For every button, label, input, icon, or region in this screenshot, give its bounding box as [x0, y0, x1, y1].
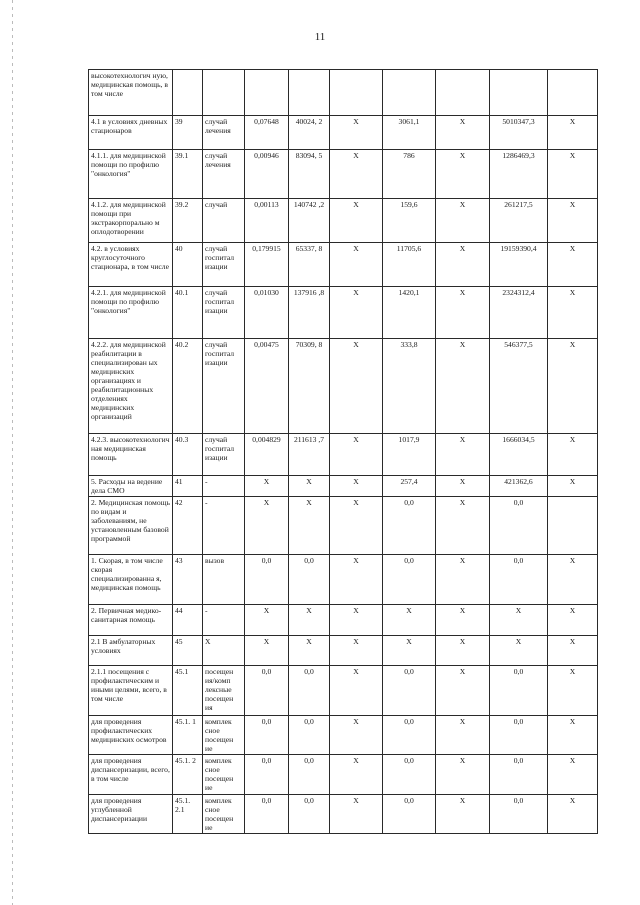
- table-cell: X: [245, 476, 289, 497]
- table-cell: X: [436, 287, 490, 339]
- table-cell: X: [330, 199, 383, 243]
- table-cell: 0,0: [490, 716, 548, 755]
- table-cell: X: [330, 666, 383, 716]
- table-cell: 45: [173, 636, 203, 666]
- table-cell: X: [548, 476, 598, 497]
- table-cell: 3061,1: [383, 116, 436, 150]
- table-cell: 0,00113: [245, 199, 289, 243]
- table-cell: X: [289, 476, 330, 497]
- table-cell: 45.1. 2: [173, 755, 203, 795]
- table-cell: X: [330, 434, 383, 476]
- table-cell: X: [548, 795, 598, 834]
- table-cell: [383, 70, 436, 116]
- table-row: [89, 795, 598, 834]
- row-label-cell: 2.1 В амбулаторных условиях: [89, 636, 173, 666]
- table-cell: [289, 70, 330, 116]
- table-cell: 0,00946: [245, 150, 289, 199]
- table-cell: X: [548, 434, 598, 476]
- row-label-cell: для проведения профилактических медицинских осмотров: [89, 716, 173, 755]
- table-row: [89, 434, 598, 476]
- table-cell: 0,0: [490, 555, 548, 605]
- table-cell: 0,0: [289, 795, 330, 834]
- row-label-cell: 2.1.1 посещения с профилактическим и иными целями, всего, в том числе: [89, 666, 173, 716]
- table-cell: -: [203, 497, 245, 555]
- table-cell: 0,0: [289, 555, 330, 605]
- table-cell: 137916 ,8: [289, 287, 330, 339]
- table-cell: 257,4: [383, 476, 436, 497]
- table-cell: 42: [173, 497, 203, 555]
- table-cell: 40024, 2: [289, 116, 330, 150]
- row-label-cell: 4.1.2. для медицинской помощи при экстракорпорально м оплодотворении: [89, 199, 173, 243]
- table-cell: 43: [173, 555, 203, 605]
- table-cell: X: [330, 116, 383, 150]
- table-cell: посещен ия/комп лексные посещен ия: [203, 666, 245, 716]
- table-cell: X: [245, 497, 289, 555]
- table-cell: 0,0: [383, 497, 436, 555]
- row-label-cell: 1. Скорая, в том числе скорая специализированна я, медицинская помощь: [89, 555, 173, 605]
- table-cell: X: [330, 339, 383, 434]
- table-cell: X: [548, 243, 598, 287]
- table-cell: 0,004829: [245, 434, 289, 476]
- table-cell: 5010347,3: [490, 116, 548, 150]
- table-cell: 546377,5: [490, 339, 548, 434]
- table-cell: 261217,5: [490, 199, 548, 243]
- row-label-cell: для проведения углубленной диспансеризации: [89, 795, 173, 834]
- row-label-cell: 4.2. в условиях круглосуточного стационара, в том числе: [89, 243, 173, 287]
- table-row: [89, 287, 598, 339]
- table-cell: 70309, 8: [289, 339, 330, 434]
- table-row: [89, 476, 598, 497]
- page-number: 11: [314, 31, 326, 43]
- table-cell: X: [289, 636, 330, 666]
- table-cell: вызов: [203, 555, 245, 605]
- table-cell: 0,0: [245, 716, 289, 755]
- table-cell: X: [548, 116, 598, 150]
- table-cell: 159,6: [383, 199, 436, 243]
- scan-edge-line: [12, 0, 13, 905]
- table-cell: [245, 70, 289, 116]
- table-cell: 0,01030: [245, 287, 289, 339]
- table-cell: 0,0: [245, 795, 289, 834]
- table-row: [89, 636, 598, 666]
- table-cell: X: [330, 795, 383, 834]
- table-cell: 0,0: [490, 666, 548, 716]
- table-cell: X: [436, 755, 490, 795]
- table-cell: 11705,6: [383, 243, 436, 287]
- table-cell: 65337, 8: [289, 243, 330, 287]
- table-cell: 0,0: [289, 755, 330, 795]
- table-cell: X: [203, 636, 245, 666]
- table-cell: X: [436, 497, 490, 555]
- table-row: [89, 70, 598, 116]
- table-cell: 1017,9: [383, 434, 436, 476]
- table-cell: X: [548, 555, 598, 605]
- table-cell: [548, 70, 598, 116]
- table-cell: 0,0: [383, 666, 436, 716]
- table-cell: X: [436, 636, 490, 666]
- table-cell: 1286469,3: [490, 150, 548, 199]
- table-cell: 0,0: [490, 755, 548, 795]
- row-label-cell: 4.1 в условиях дневных стационаров: [89, 116, 173, 150]
- table-cell: случай лечения: [203, 116, 245, 150]
- table-cell: X: [548, 636, 598, 666]
- table-cell: X: [330, 150, 383, 199]
- row-label-cell: 4.2.3. высокотехнологич ная медицинская помощь: [89, 434, 173, 476]
- table-cell: X: [490, 605, 548, 636]
- table-cell: случай: [203, 199, 245, 243]
- table-row: [89, 605, 598, 636]
- table-row: [89, 755, 598, 795]
- table-cell: X: [436, 339, 490, 434]
- table-cell: 786: [383, 150, 436, 199]
- table-cell: X: [436, 605, 490, 636]
- table-cell: X: [436, 199, 490, 243]
- row-label-cell: 4.1.1. для медицинской помощи по профилю "онкология": [89, 150, 173, 199]
- table-cell: X: [330, 716, 383, 755]
- table-cell: 39: [173, 116, 203, 150]
- table-cell: X: [436, 116, 490, 150]
- table-cell: 0,0: [383, 555, 436, 605]
- row-label-cell: высокотехнологич ную, медицинская помощь, в том числе: [89, 70, 173, 116]
- table-cell: 0,0: [490, 497, 548, 555]
- table-cell: 0,0: [383, 755, 436, 795]
- table-cell: X: [548, 199, 598, 243]
- table-cell: -: [203, 476, 245, 497]
- table-cell: 421362,6: [490, 476, 548, 497]
- table-cell: X: [330, 243, 383, 287]
- row-label-cell: 4.2.1. для медицинской помощи по профилю "онкология": [89, 287, 173, 339]
- table-cell: 39.2: [173, 199, 203, 243]
- table-cell: 140742 ,2: [289, 199, 330, 243]
- table-cell: X: [490, 636, 548, 666]
- table-cell: [436, 70, 490, 116]
- row-label-cell: 2. Медицинская помощь по видам и заболеваниям, не установленным базовой программой: [89, 497, 173, 555]
- table-cell: X: [436, 243, 490, 287]
- table-cell: X: [330, 605, 383, 636]
- table-row: [89, 555, 598, 605]
- table-cell: случай госпитал изации: [203, 339, 245, 434]
- table-cell: 45.1: [173, 666, 203, 716]
- table-cell: 83094, 5: [289, 150, 330, 199]
- table-cell: X: [330, 497, 383, 555]
- row-label-cell: 4.2.2. для медицинской реабилитации в специализирован ых медицинских организациях и реабилитационных отделениях медицинских организаций: [89, 339, 173, 434]
- table-cell: комплек сное посещен ие: [203, 716, 245, 755]
- table-cell: 40.2: [173, 339, 203, 434]
- table-row: [89, 243, 598, 287]
- table-cell: 0,0: [289, 716, 330, 755]
- row-label-cell: 2. Первичная медико-санитарная помощь: [89, 605, 173, 636]
- table-cell: X: [245, 605, 289, 636]
- table-cell: [173, 70, 203, 116]
- table-cell: 45.1. 2.1: [173, 795, 203, 834]
- table-cell: 0,0: [490, 795, 548, 834]
- table-cell: 0,0: [383, 795, 436, 834]
- table-cell: 2324312,4: [490, 287, 548, 339]
- table-cell: 0,0: [245, 666, 289, 716]
- table-cell: X: [436, 555, 490, 605]
- table-cell: случай госпитал изации: [203, 287, 245, 339]
- table-cell: 45.1. 1: [173, 716, 203, 755]
- table-cell: 40.1: [173, 287, 203, 339]
- table-cell: комплек сное посещен ие: [203, 795, 245, 834]
- table-cell: 0,0: [245, 755, 289, 795]
- table-cell: X: [436, 795, 490, 834]
- table-cell: 1666034,5: [490, 434, 548, 476]
- table-cell: [490, 70, 548, 116]
- table-row: [89, 199, 598, 243]
- table-cell: -: [203, 605, 245, 636]
- table-cell: 0,07648: [245, 116, 289, 150]
- table-cell: X: [548, 339, 598, 434]
- table-cell: X: [436, 434, 490, 476]
- table-cell: 211613 ,7: [289, 434, 330, 476]
- table-cell: X: [548, 755, 598, 795]
- row-label-cell: для проведения диспансеризации, всего, в том числе: [89, 755, 173, 795]
- table-cell: 333,8: [383, 339, 436, 434]
- table-cell: X: [289, 497, 330, 555]
- table-row: [89, 339, 598, 434]
- table-row: [89, 497, 598, 555]
- table-cell: 0,0: [383, 716, 436, 755]
- table-cell: X: [436, 666, 490, 716]
- table-cell: X: [548, 716, 598, 755]
- table-cell: 39.1: [173, 150, 203, 199]
- table-cell: X: [330, 287, 383, 339]
- table-cell: [330, 70, 383, 116]
- table-cell: X: [383, 605, 436, 636]
- financing-table: [88, 69, 598, 834]
- table-cell: X: [289, 605, 330, 636]
- row-label-cell: 5. Расходы на ведение дела СМО: [89, 476, 173, 497]
- table-cell: X: [245, 636, 289, 666]
- table-row: [89, 116, 598, 150]
- table-cell: [548, 497, 598, 555]
- table-row: [89, 150, 598, 199]
- table-cell: X: [548, 287, 598, 339]
- table-cell: X: [330, 555, 383, 605]
- table-cell: комплек сное посещен ие: [203, 755, 245, 795]
- table-cell: 0,0: [245, 555, 289, 605]
- table-cell: случай лечения: [203, 150, 245, 199]
- table-cell: X: [330, 476, 383, 497]
- table-cell: X: [383, 636, 436, 666]
- table-cell: X: [436, 150, 490, 199]
- table-cell: X: [548, 605, 598, 636]
- table-cell: X: [436, 476, 490, 497]
- table-cell: X: [548, 150, 598, 199]
- table-cell: 44: [173, 605, 203, 636]
- table-cell: 19159390,4: [490, 243, 548, 287]
- table-cell: 0,00475: [245, 339, 289, 434]
- table-cell: X: [330, 636, 383, 666]
- table-cell: [203, 70, 245, 116]
- table-cell: 41: [173, 476, 203, 497]
- table-row: [89, 666, 598, 716]
- table-cell: 1420,1: [383, 287, 436, 339]
- table-cell: X: [436, 716, 490, 755]
- table-row: [89, 716, 598, 755]
- table-cell: X: [330, 755, 383, 795]
- table-cell: 40: [173, 243, 203, 287]
- table-cell: 0,179915: [245, 243, 289, 287]
- table-cell: случай госпитал изации: [203, 434, 245, 476]
- table-cell: 40.3: [173, 434, 203, 476]
- table-cell: 0,0: [289, 666, 330, 716]
- table-cell: случай госпитал изации: [203, 243, 245, 287]
- table-cell: X: [548, 666, 598, 716]
